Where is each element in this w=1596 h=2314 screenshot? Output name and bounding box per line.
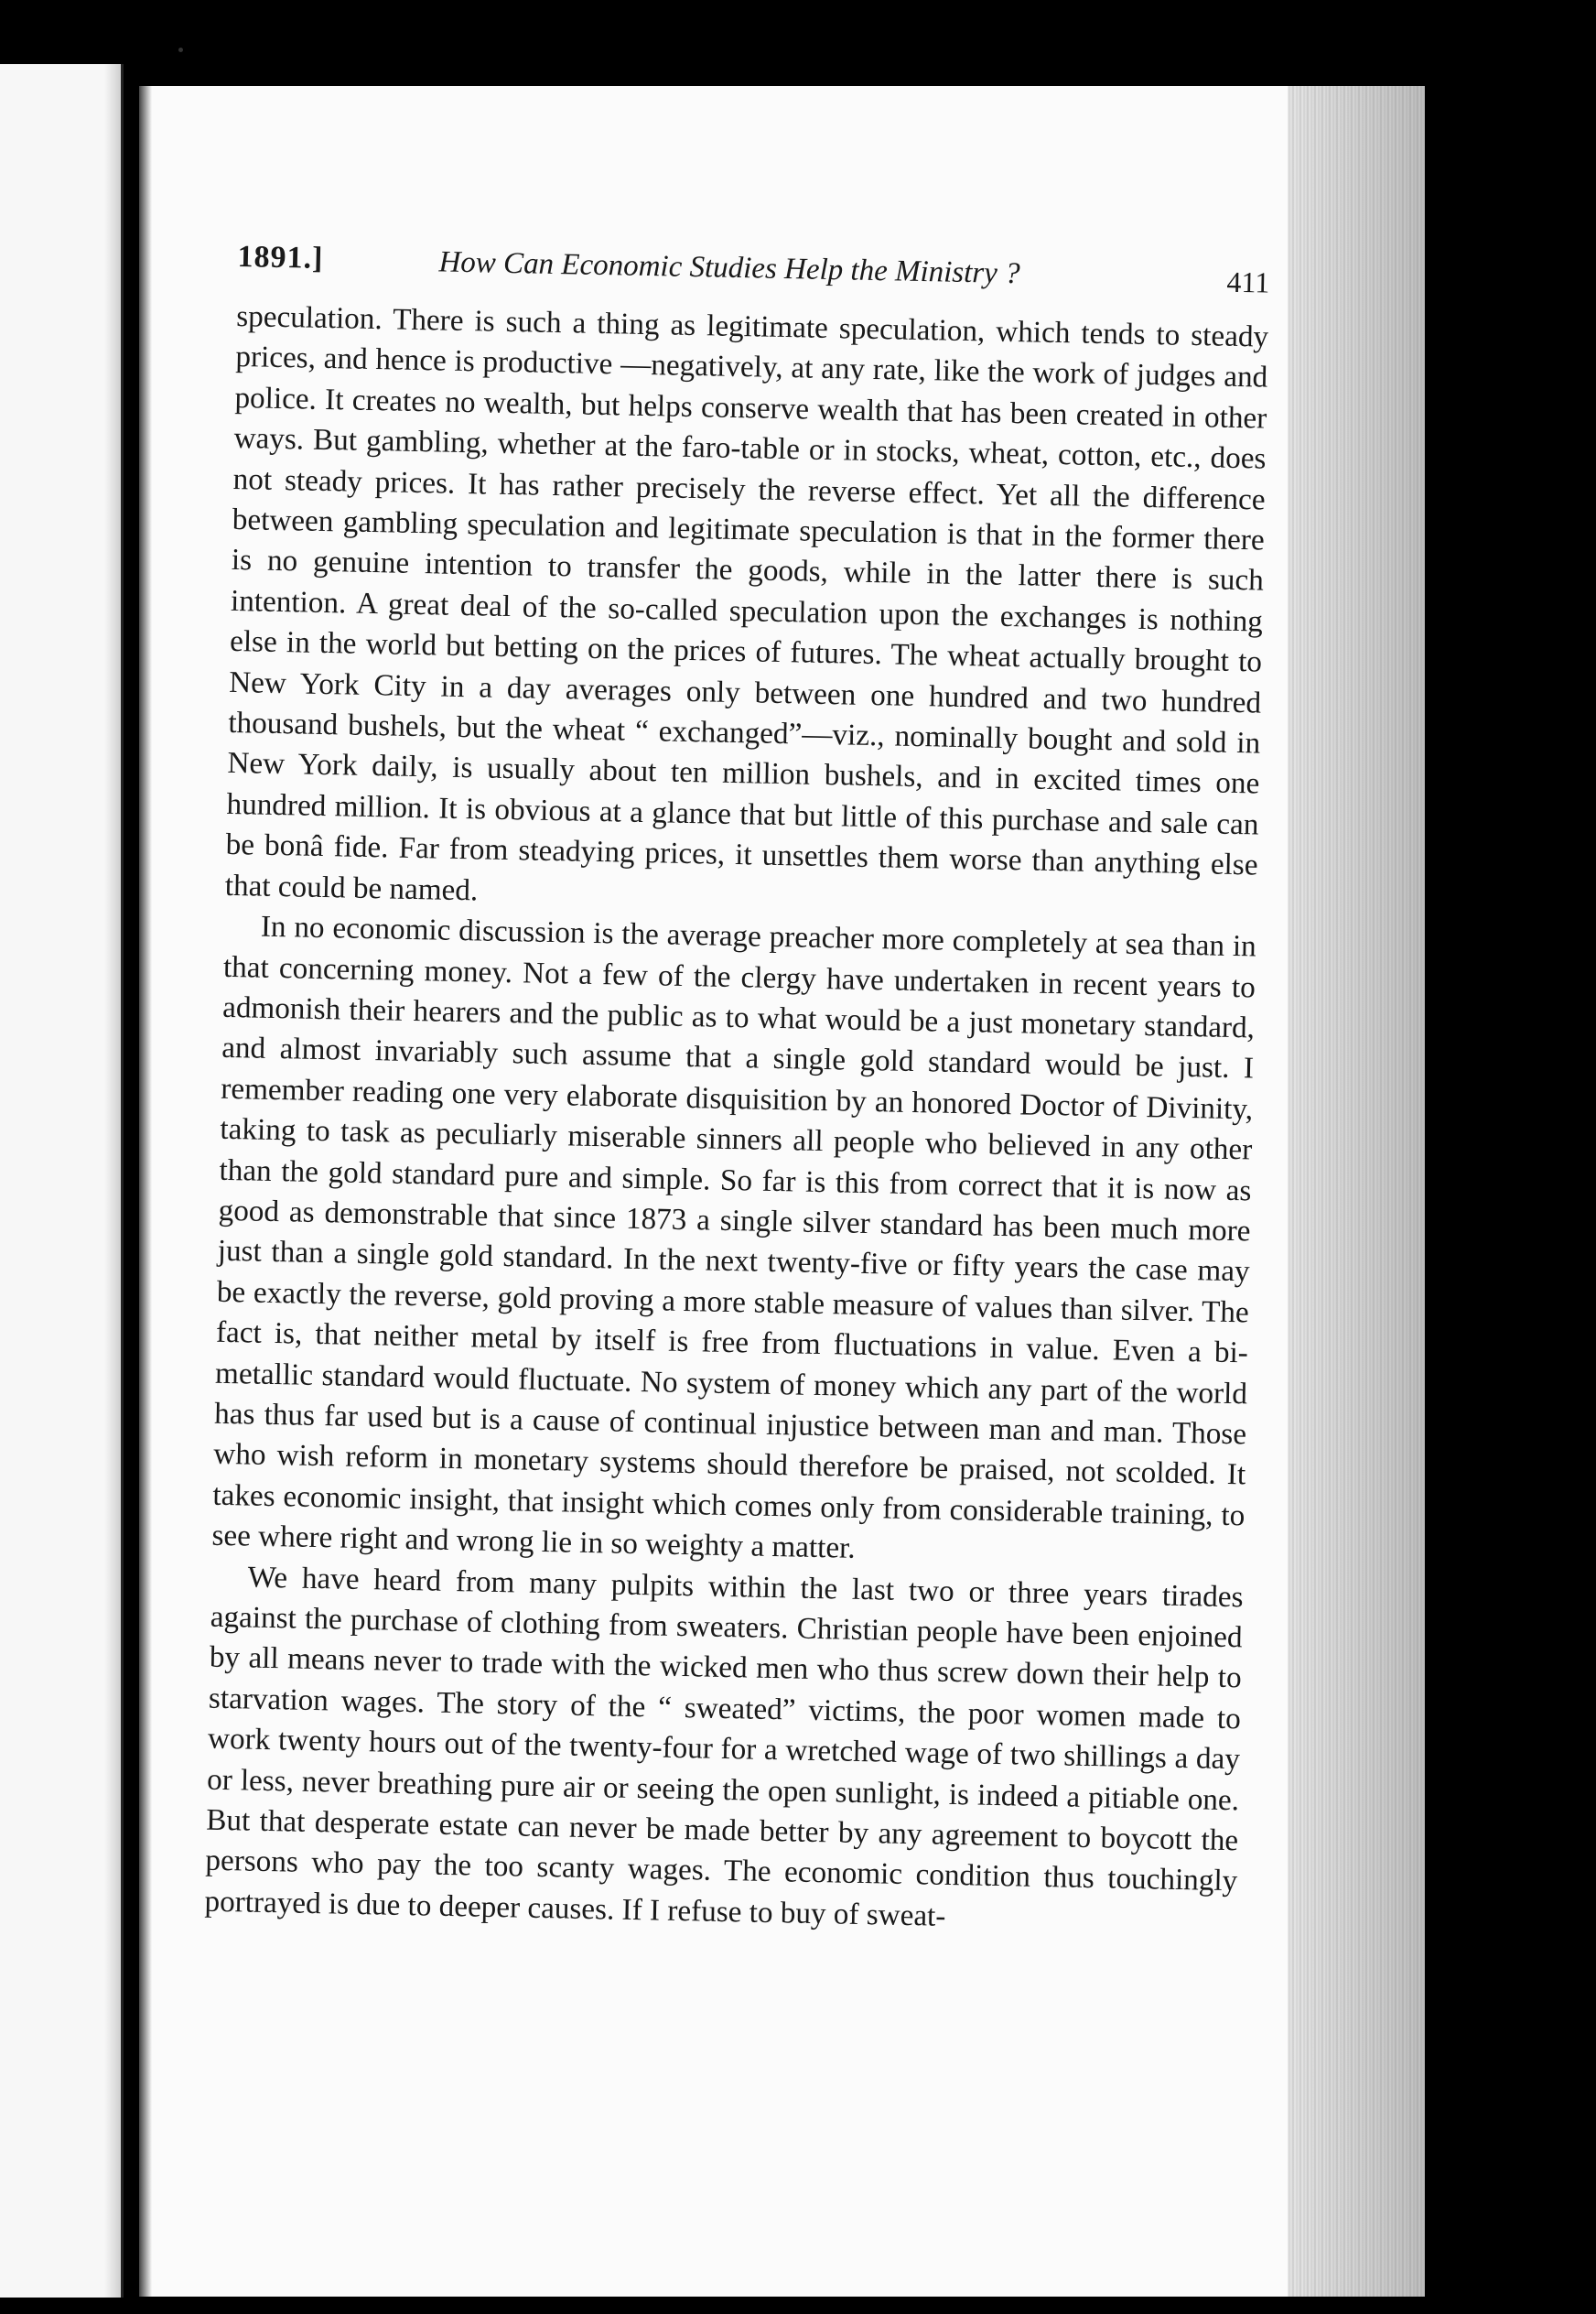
facing-page-fold (104, 64, 121, 2298)
running-head-title: How Can Economic Studies Help the Ministry ? (438, 245, 1020, 291)
page-edges (1288, 86, 1425, 2297)
facing-page (0, 64, 124, 2298)
paragraph-money: In no economic discussion is the average preacher more completely at sea than in that concerning money. Not a few of the clergy have undertaken in recent years to admonish their hearers and the public as to what would be a just monetary standard, and almost invariably such assume that a single gold standard would be just. I remember reading one very elaborate disquisition by an honored Doctor of Divinity, taking to task as peculiarly miserable sinners all people who believed in any other than the gold standard pure and simple. So far is this from correct that it is now as good as demonstrable that since 1873 a single silver standard has been much more just than a single gold standard. In the next twenty-five or fifty years the case may be exactly the reverse, gold proving a more stable measure of values than silver. The fact is, that neither metal by itself is free from fluctuations in value. Even a bi-metallic standard would fluctuate. No system of money which any part of the world has thus far used but is a cause of continual injustice between man and man. Those who wish reform in monetary systems should therefore be praised, not scolded. It takes economic insight, that insight which comes only from considerable training, to see where right and wrong lie in so weighty a matter. (211, 909, 1257, 1566)
book-page (139, 86, 1425, 2297)
stray-ink-mark (178, 48, 183, 52)
body-text (204, 297, 1268, 1943)
running-head-year: 1891.] (237, 240, 324, 276)
page-gutter-shadow (139, 86, 152, 2297)
paragraph-speculation: speculation. There is such a thing as legitimate speculation, which tends to steady prices, and hence is productive —negatively, at any rate, like the work of judges and police. It creates no wealth, but helps conserve wealth that has been created in other ways. But gambling, whether at the faro-table or in stocks, wheat, cotton, etc., does not steady prices. It has rather precisely the reverse effect. Yet all the difference between gambling speculation and legitimate speculation is that in the former there is no genuine intention to transfer the goods, while in the latter there is such intention. A great deal of the so-called speculation upon the exchanges is nothing else in the world but betting on the prices of futures. The wheat actually brought to New York City in a day averages only between one hundred and two hundred thousand bushels, but the wheat “ exchanged”—viz., nominally bought and sold in New York daily, is usually about ten million bushels, and in excited times one hundred million. It is obvious at a glance that but little of this purchase and sale can be bonâ fide. Far from steadying prices, it unsettles them worse than anything else that could be named. (224, 298, 1269, 908)
paragraph-sweaters: We have heard from many pulpits within the last two or three years tirades against the purchase of clothing from sweaters. Christian people have been enjoined by all means never to trade with the wicked men who thus screw down their help to starvation wages. The story of the “ sweated” victims, the poor women made to work twenty hours out of the twenty-four for a wretched wage of two shillings a day or less, never breathing pure air or seeing the open sunlight, is indeed a pitiable one. But that desperate estate can never be made better by any agreement to boycott the persons who pay the too scanty wages. The economic condition thus touchingly portrayed is due to deeper causes. If I refuse to buy of sweat- (204, 1560, 1244, 1933)
text-block (204, 240, 1270, 1943)
page-number: 411 (1226, 265, 1270, 299)
